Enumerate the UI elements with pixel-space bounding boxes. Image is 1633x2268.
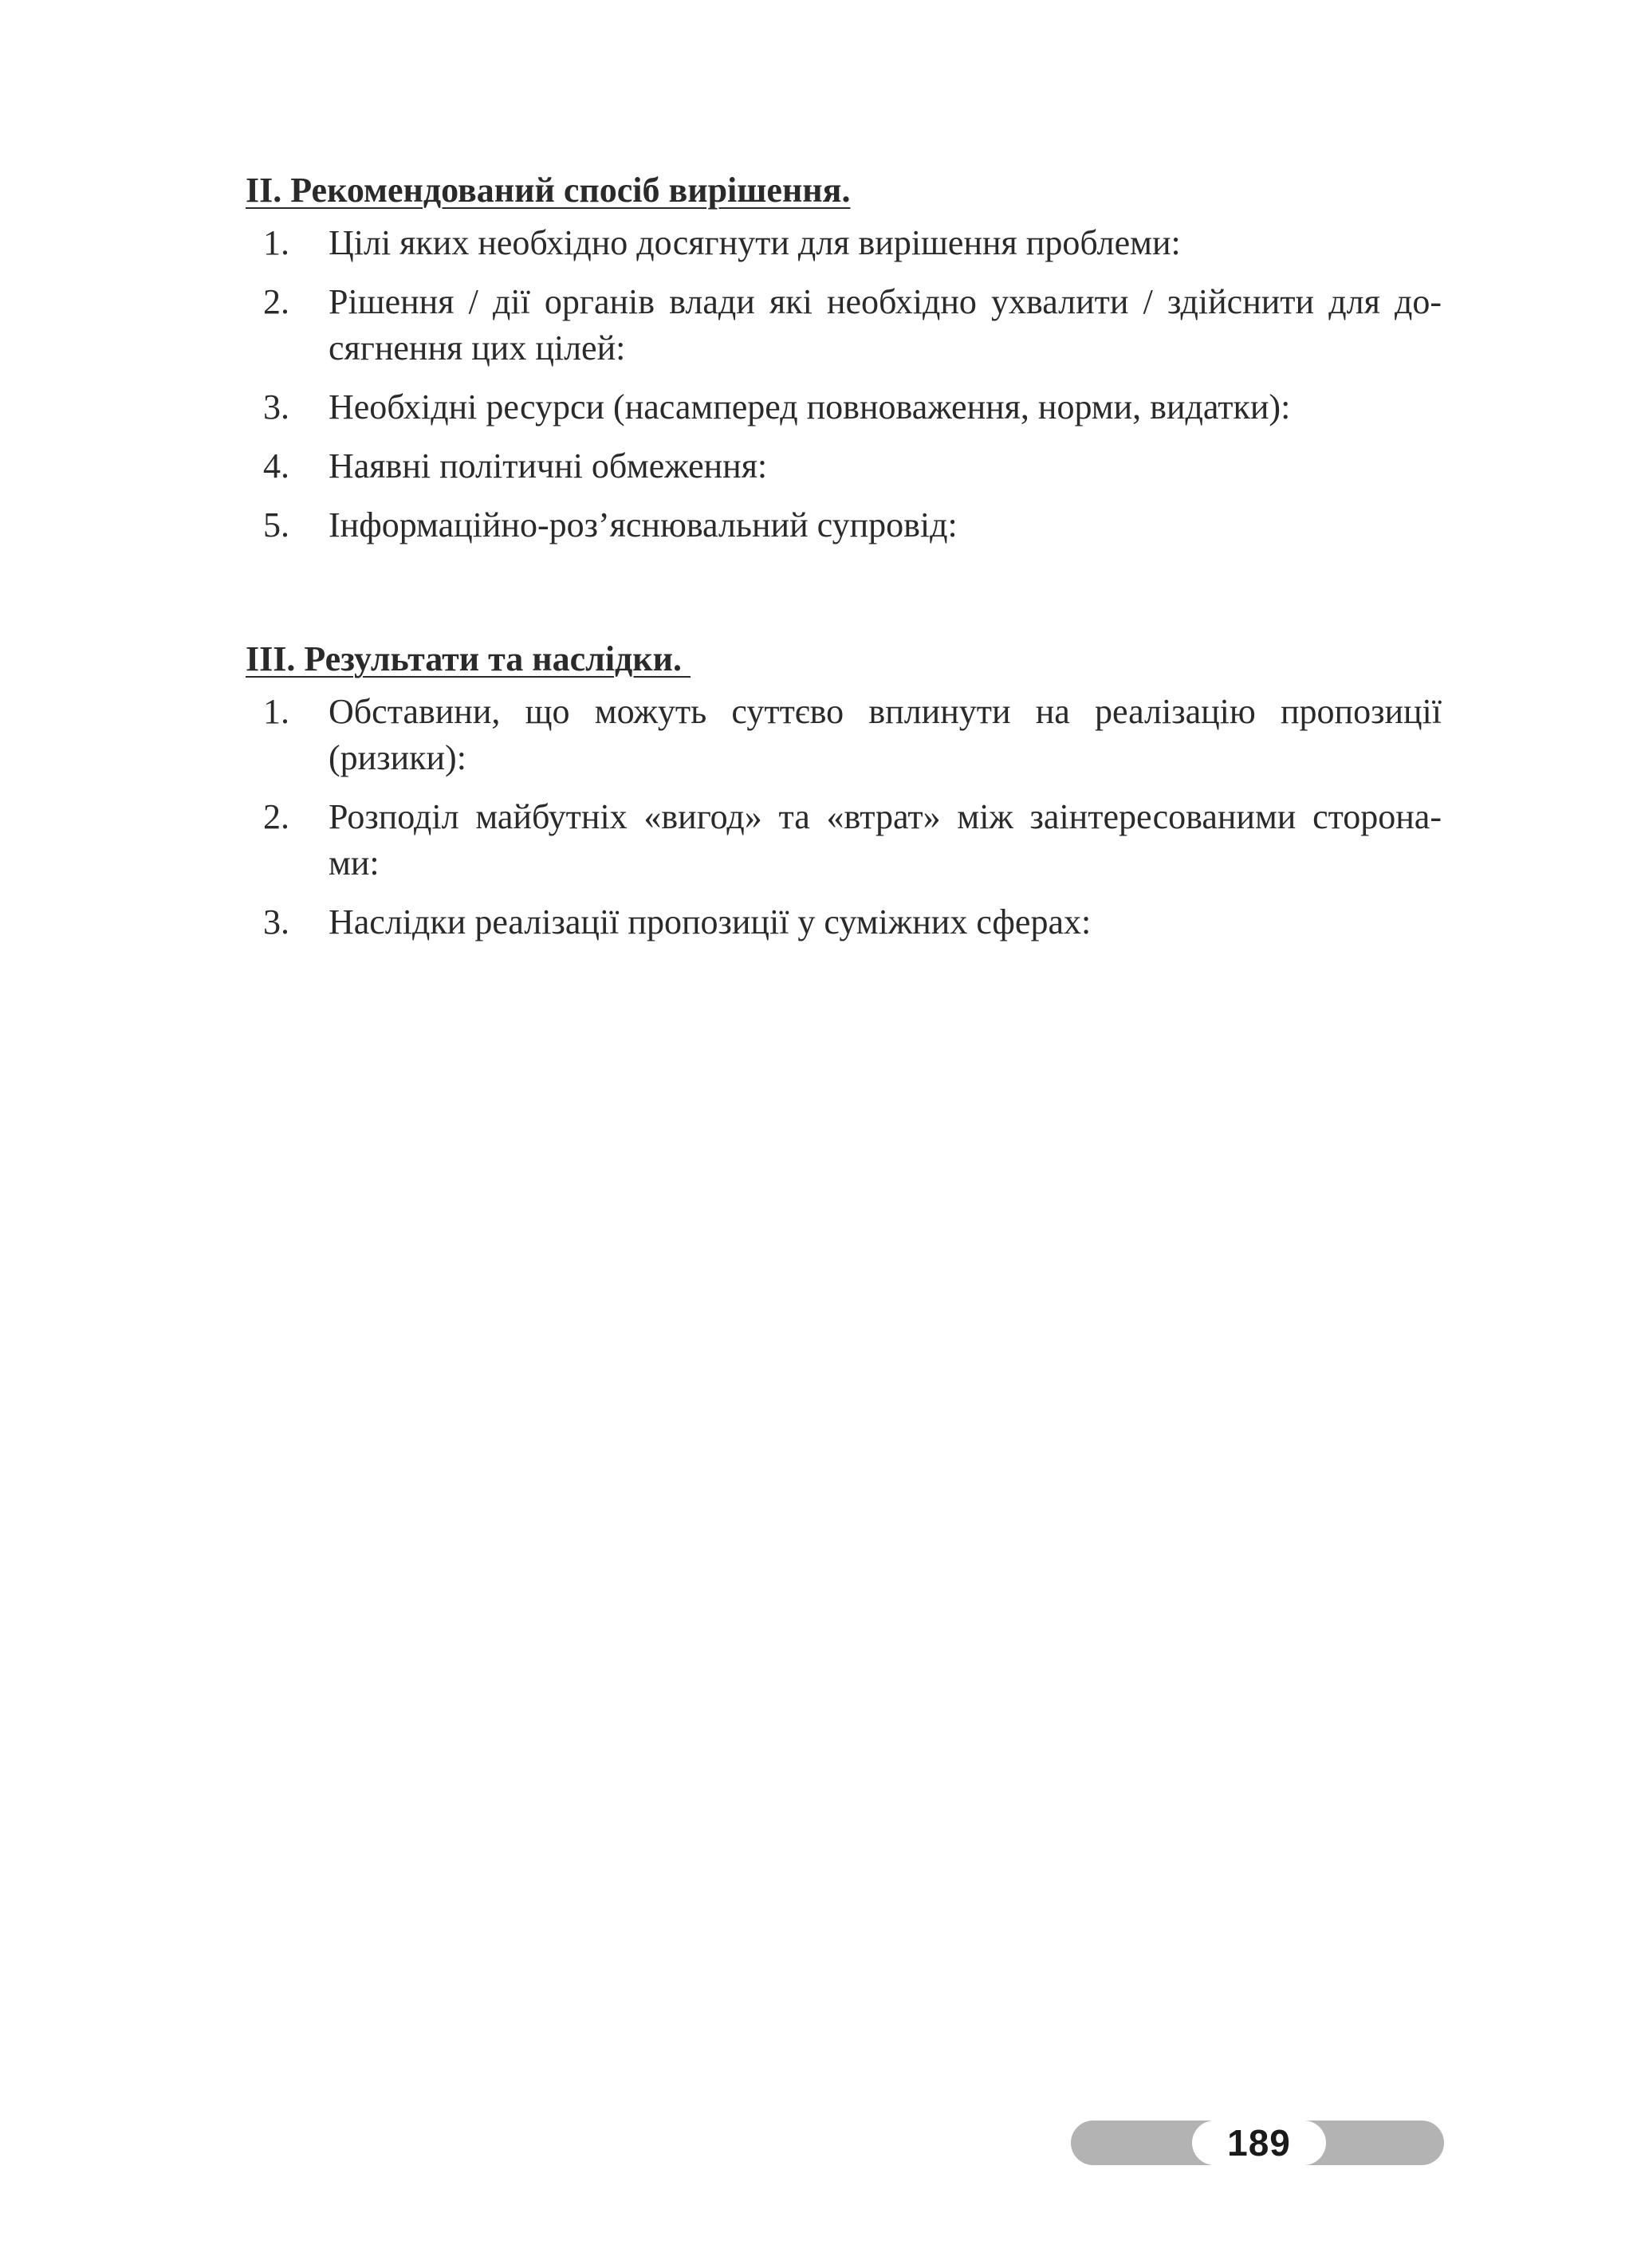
list-item xyxy=(246,279,1442,371)
item-line: Інформаційно-роз’яснювальний супровід: xyxy=(329,505,958,544)
item-line: Обставини, що можуть суттєво вплинути на реалізацію пропозиції xyxy=(329,692,1442,731)
item-text xyxy=(329,443,1442,489)
item-line: Розподіл майбутніх «вигод» та «втрат» між заінтересованими сторона- xyxy=(329,797,1442,836)
item-text xyxy=(329,279,1442,371)
item-number: 1. xyxy=(263,223,289,262)
list-item xyxy=(246,689,1442,781)
item-number: 5. xyxy=(263,505,289,544)
item-number: 4. xyxy=(263,446,289,485)
item-list xyxy=(246,689,1442,945)
list-item xyxy=(246,899,1442,945)
item-number: 3. xyxy=(263,902,289,941)
item-number: 3. xyxy=(263,387,289,426)
list-item xyxy=(246,384,1442,430)
item-text xyxy=(329,220,1442,266)
item-number: 2. xyxy=(263,282,289,321)
item-line: Цілі яких необхідно досягнути для вирішення проблеми: xyxy=(329,223,1181,262)
item-list xyxy=(246,220,1442,548)
item-line: Необхідні ресурси (насамперед повноваження, норми, видатки): xyxy=(329,387,1291,426)
item-line: сягнення цих цілей: xyxy=(329,328,626,368)
list-item xyxy=(246,220,1442,266)
item-line: (ризики): xyxy=(329,738,466,777)
item-text xyxy=(329,384,1442,430)
item-text xyxy=(329,899,1442,945)
list-item xyxy=(246,443,1442,489)
item-text xyxy=(329,794,1442,886)
item-number: 2. xyxy=(263,797,289,836)
page-content xyxy=(246,167,1442,958)
item-line: ми: xyxy=(329,843,380,882)
item-text xyxy=(329,502,1442,548)
section-results-consequences xyxy=(246,636,1442,945)
list-item xyxy=(246,502,1442,548)
item-number: 1. xyxy=(263,692,289,731)
list-item xyxy=(246,794,1442,886)
page-number: 189 xyxy=(1192,2121,1326,2165)
item-line: Наслідки реалізації пропозиції у суміжних сферах: xyxy=(329,902,1092,941)
section-heading: ІІ. Рекомендований спосіб вирішення. xyxy=(246,171,851,210)
section-heading: ІІІ. Результати та наслідки. xyxy=(246,639,691,678)
item-line: Наявні політичні обмеження: xyxy=(329,446,768,485)
section-recommended-solution xyxy=(246,167,1442,548)
item-line: Рішення / дії органів влади які необхідно ухвалити / здійснити для до- xyxy=(329,282,1442,321)
item-text xyxy=(329,689,1442,781)
